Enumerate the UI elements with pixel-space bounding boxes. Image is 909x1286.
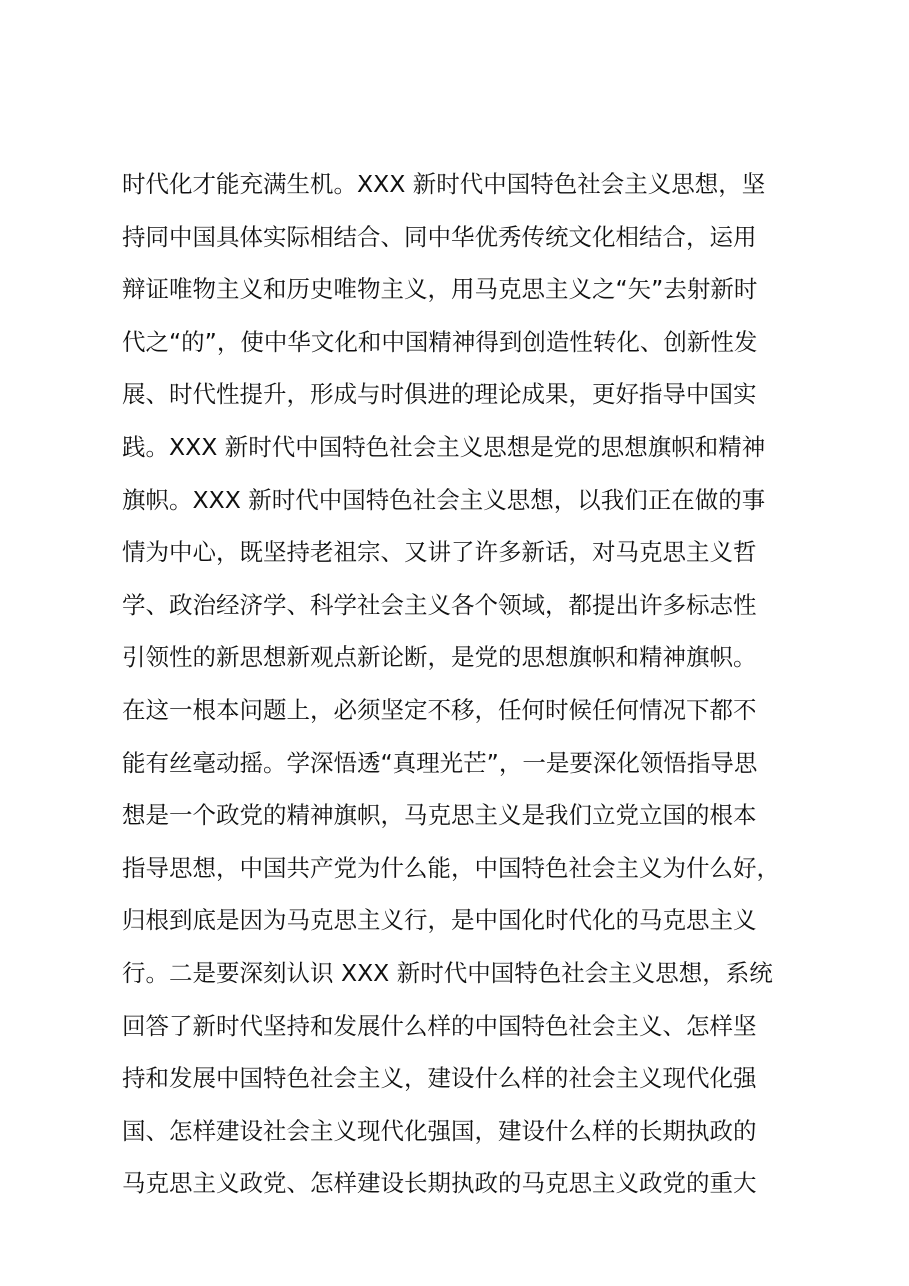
text-line: 践。XXX 新时代中国特色社会主义思想是党的思想旗帜和精神 — [122, 432, 766, 461]
text-line: 想是一个政党的精神旗帜，马克思主义是我们立党立国的根本 — [122, 801, 757, 830]
text-line: 能有丝毫动摇。学深悟透“真理光芒”，一是要深化领悟指导思 — [122, 748, 758, 777]
text-line: 辩证唯物主义和历史唯物主义，用马克思主义之“矢”去射新时 — [122, 275, 758, 304]
text-line: 代之“的”，使中华文化和中国精神得到创造性转化、创新性发 — [122, 327, 758, 356]
text-line: 展、时代性提升，形成与时俱进的理论成果，更好指导中国实 — [122, 380, 757, 409]
text-line: 在这一根本问题上，必须坚定不移，任何时候任何情况下都不 — [122, 695, 757, 724]
text-line: 情为中心，既坚持老祖宗、又讲了许多新话，对马克思主义哲 — [122, 538, 757, 567]
text-line: 国、怎样建设社会主义现代化强国，建设什么样的长期执政的 — [122, 1116, 757, 1145]
text-line: 学、政治经济学、科学社会主义各个领域，都提出许多标志性 — [122, 590, 757, 619]
text-line: 时代化才能充满生机。XXX 新时代中国特色社会主义思想，坚 — [122, 170, 766, 198]
text-line: 持和发展中国特色社会主义，建设什么样的社会主义现代化强 — [122, 1064, 757, 1093]
text-line: 回答了新时代坚持和发展什么样的中国特色社会主义、怎样坚 — [122, 1011, 757, 1040]
text-line: 行。二是要深刻认识 XXX 新时代中国特色社会主义思想，系统 — [122, 958, 773, 987]
text-line: 归根到底是因为马克思主义行，是中国化时代化的马克思主义 — [122, 906, 757, 935]
text-line: 马克思主义政党、怎样建设长期执政的马克思主义政党的重大 — [122, 1169, 757, 1198]
body-text — [122, 158, 822, 1210]
text-line: 持同中国具体实际相结合、同中华优秀传统文化相结合，运用 — [122, 222, 757, 251]
text-line: 旗帜。XXX 新时代中国特色社会主义思想，以我们正在做的事 — [122, 485, 766, 514]
text-line: 引领性的新思想新观点新论断，是党的思想旗帜和精神旗帜。 — [122, 643, 757, 672]
text-line: 指导思想，中国共产党为什么能，中国特色社会主义为什么好， — [122, 853, 780, 882]
